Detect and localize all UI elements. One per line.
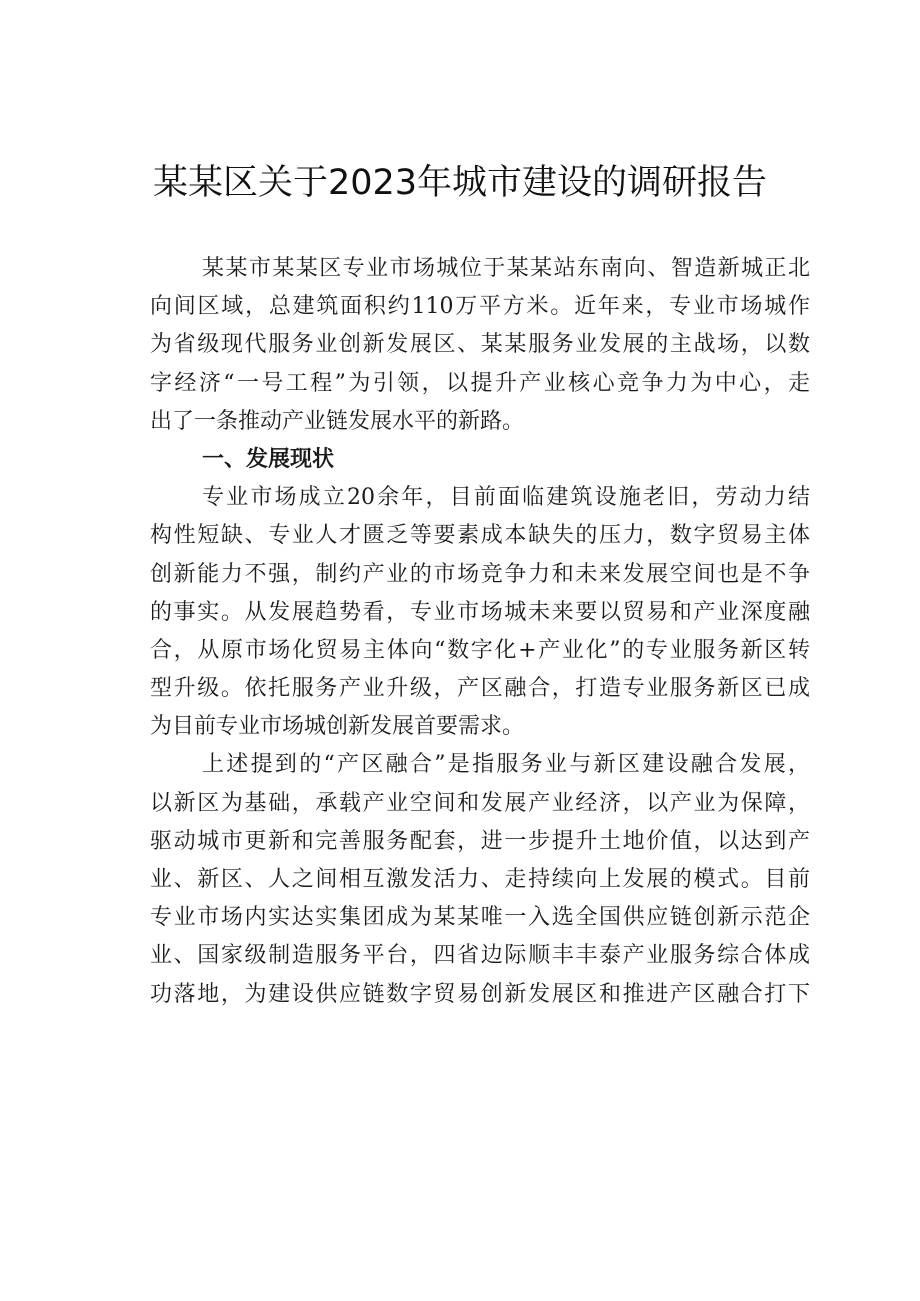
paragraph-line: 为目前专业市场城创新发展首要需求。 [150,714,525,740]
paragraph-line: 专业市场内实达实集团成为某某唯一入选全国供应链创新示范企 [150,905,810,931]
paragraph-line: 专业市场成立20余年，目前面临建筑设施老旧，劳动力结 [202,485,810,511]
paragraph-line: 某某市某某区专业市场城位于某某站东南向、智造新城正北 [202,256,810,281]
paragraph-line: 上述提到的“产区融合”是指服务业与新区建设融合发展， [202,752,810,778]
paragraph-line: 合，从原市场化贸易主体向“数字化+产业化”的专业服务新区转 [150,637,810,663]
paragraph-integration [150,746,810,1013]
paragraph-line: 构性短缺、专业人才匮乏等要素成本缺失的压力，数字贸易主体 [150,523,810,549]
paragraph-line: 业、国家级制造服务平台，四省边际顺丰丰泰产业服务综合体成 [150,943,810,969]
paragraph-line: 型升级。依托服务产业升级，产区融合，打造专业服务新区已成 [150,676,810,702]
paragraph-line: 为省级现代服务业创新发展区、某某服务业发展的主战场，以数 [150,332,810,358]
paragraph-line: 的事实。从发展趋势看，专业市场城未来要以贸易和产业深度融 [150,599,810,625]
document-body [150,250,810,1014]
paragraph-line: 向间区域，总建筑面积约110万平方米。近年来，专业市场城作 [150,294,810,320]
section-heading: 一、发展现状 [202,446,335,472]
paragraph-line: 出了一条推动产业链发展水平的新路。 [150,408,525,434]
paragraph-line: 功落地，为建设供应链数字贸易创新发展区和推进产区融合打下 [150,981,810,1007]
paragraph-status [150,479,810,746]
paragraph-line: 驱动城市更新和完善服务配套，进一步提升土地价值，以达到产 [150,828,810,854]
paragraph-line: 业、新区、人之间相互激发活力、走持续向上发展的模式。目前 [150,867,810,892]
document-title: 某某区关于2023年城市建设的调研报告 [152,163,768,203]
paragraph-line: 以新区为基础，承载产业空间和发展产业经济，以产业为保障， [150,790,810,816]
paragraph-line: 字经济“一号工程”为引领，以提升产业核心竞争力为中心，走 [150,370,810,396]
paragraph-line: 创新能力不强，制约产业的市场竞争力和未来发展空间也是不争 [150,561,810,587]
paragraph-intro [150,250,810,441]
